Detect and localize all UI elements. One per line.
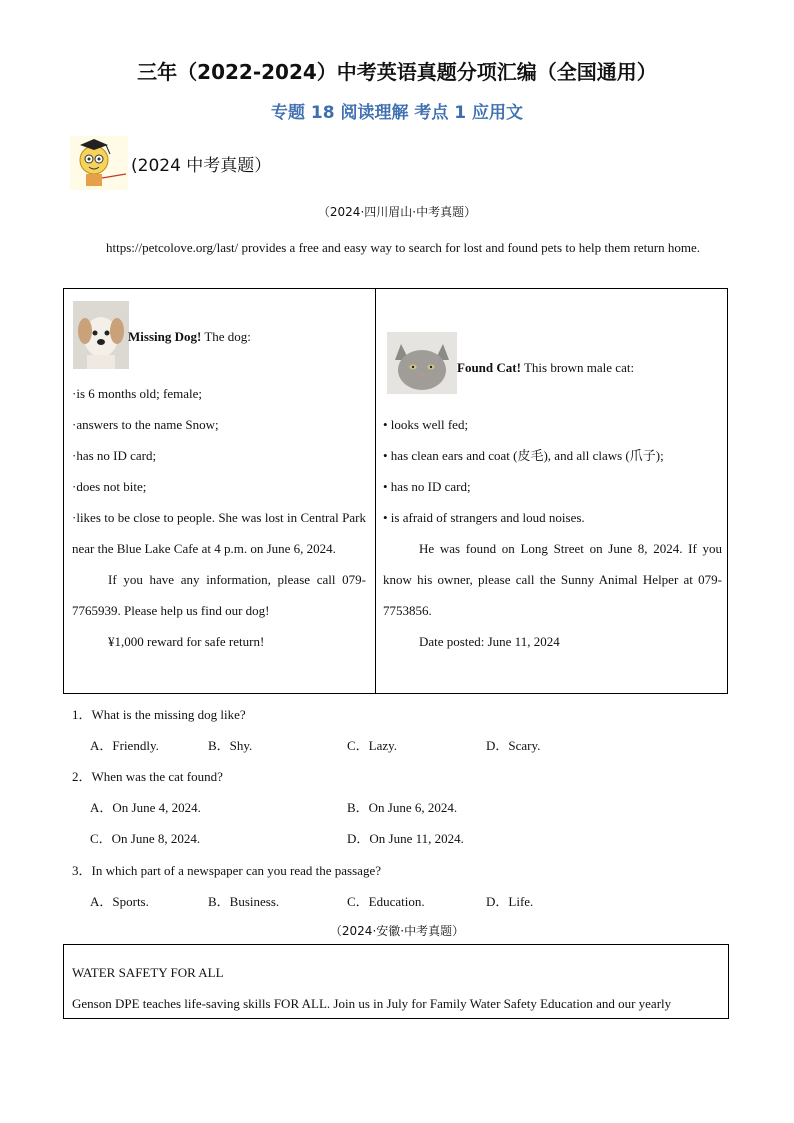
cat-details [383, 409, 722, 657]
year-tag: (2024 中考真题） [131, 156, 272, 176]
q3-option-d[interactable]: D．Life. [486, 894, 534, 909]
dog-point: ·has no ID card; [72, 448, 157, 463]
cat-heading-label: Found Cat! [457, 360, 521, 375]
passage1-source: （2024·四川眉山·中考真题） [317, 205, 477, 219]
cat-heading-rest: This brown male cat: [520, 360, 635, 375]
q2-option-b[interactable]: B．On June 6, 2024. [347, 800, 458, 815]
dog-details [72, 378, 366, 657]
q2-option-c[interactable]: C．On June 8, 2024. [90, 831, 201, 846]
q2-option-d[interactable]: D．On June 11, 2024. [347, 831, 464, 846]
mascot-icon [70, 136, 128, 190]
question-2: 2．When was the cat found? [72, 769, 223, 784]
dog-point: ·answers to the name Snow; [72, 417, 219, 432]
cat-found: He was found on Long Street on June 8, 2024. If you know his owner, please call the Sunny Animal Helper at 079-7753856. [383, 541, 722, 618]
q1-option-c[interactable]: C．Lazy. [347, 738, 398, 753]
cat-point: • looks well fed; [383, 417, 469, 432]
dog-reward: ¥1,000 reward for safe return! [108, 634, 265, 649]
q3-option-a[interactable]: A．Sports. [90, 894, 149, 909]
cat-point: • has clean ears and coat (皮毛), and all claws (爪子); [383, 448, 664, 463]
document-subtitle: 专题 18 阅读理解 考点 1 应用文 [270, 103, 524, 123]
dog-heading-rest: The dog: [201, 329, 251, 344]
cat-point: • has no ID card; [383, 479, 471, 494]
question-3: 3．In which part of a newspaper can you read the passage? [72, 863, 381, 878]
passage2-box [63, 944, 729, 1019]
cat-heading [457, 352, 634, 383]
cat-date: Date posted: June 11, 2024 [419, 634, 560, 649]
dog-contact: If you have any information, please call 079-7765939. Please help us find our dog! [72, 572, 366, 618]
q1-option-a[interactable]: A．Friendly. [90, 738, 159, 753]
q2-option-a[interactable]: A．On June 4, 2024. [90, 800, 201, 815]
dog-photo [73, 301, 129, 369]
dog-heading [128, 321, 251, 352]
q3-option-c[interactable]: C．Education. [347, 894, 425, 909]
cat-photo [387, 332, 457, 394]
passage2-title: WATER SAFETY FOR ALL [72, 965, 224, 980]
passage1-intro: https://petcolove.org/last/ provides a free and easy way to search for lost and found pets to help them return home. [106, 240, 700, 255]
dog-point: ·does not bite; [72, 479, 147, 494]
dog-point: ·is 6 months old; female; [72, 386, 202, 401]
document-title: 三年（2022-2024）中考英语真题分项汇编（全国通用） [137, 60, 657, 84]
dog-heading-label: Missing Dog! [128, 329, 202, 344]
question-1: 1．What is the missing dog like? [72, 707, 246, 722]
passage2-source: （2024·安徽·中考真题） [329, 924, 465, 938]
passage2-line: Genson DPE teaches life-saving skills FOR ALL. Join us in July for Family Water Safety Education and our yearly [72, 996, 672, 1011]
cat-point: • is afraid of strangers and loud noises. [383, 510, 585, 525]
q3-option-b[interactable]: B．Business. [208, 894, 280, 909]
q1-option-b[interactable]: B．Shy. [208, 738, 253, 753]
dog-point: ·likes to be close to people. She was lost in Central Park near the Blue Lake Cafe at 4 p.m. on June 6, 2024. [72, 510, 366, 556]
q1-option-d[interactable]: D．Scary. [486, 738, 541, 753]
table-divider [375, 288, 376, 694]
